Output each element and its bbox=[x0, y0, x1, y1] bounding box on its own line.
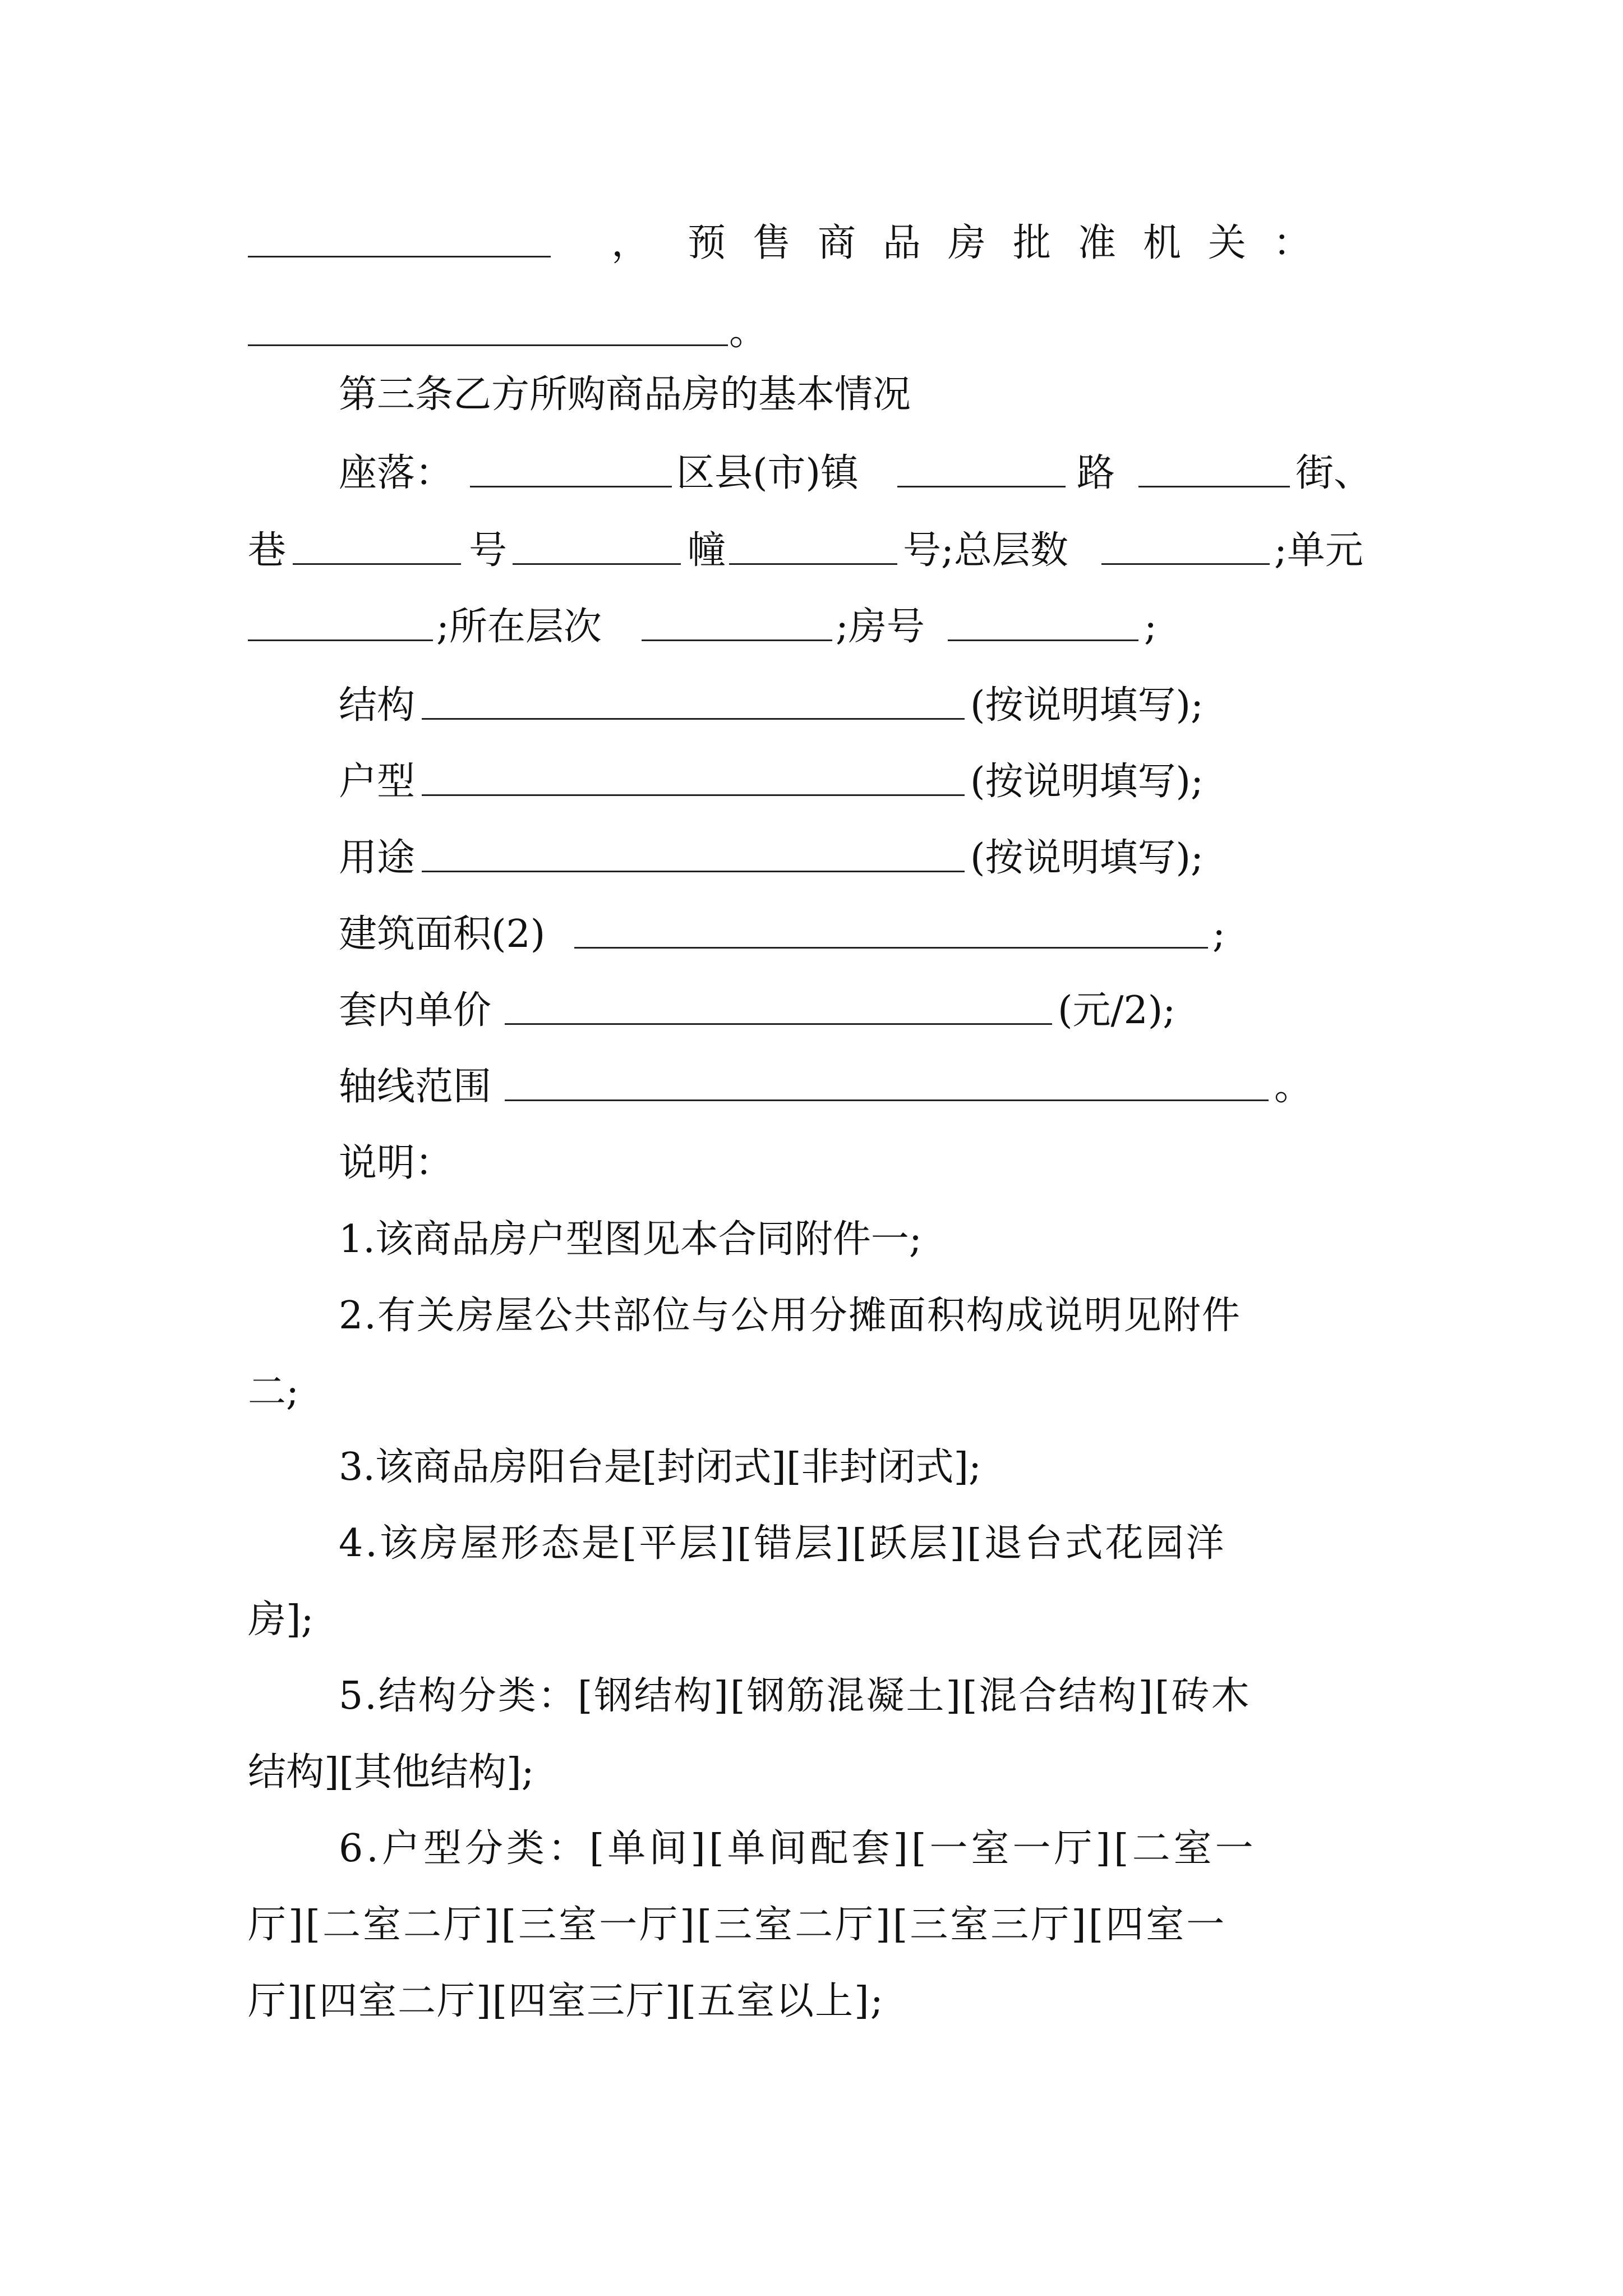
price-line bbox=[0, 973, 1623, 1049]
street-label: 街、 bbox=[1295, 451, 1372, 495]
axis-blank[interactable] bbox=[505, 1049, 1269, 1101]
location-end: ; bbox=[1144, 605, 1157, 649]
number-label: 号 bbox=[469, 528, 508, 573]
note-3: 3.该商品房阳台是[封闭式][非封闭式]; bbox=[339, 1445, 981, 1489]
price-unit: (元/2); bbox=[1058, 988, 1176, 1033]
article-heading: 第三条乙方所购商品房的基本情况 bbox=[339, 372, 911, 417]
note-6-line-c bbox=[0, 1963, 1623, 2040]
note-6a: 6.户型分类：[单间][单间配套][一室一厅][二室一 bbox=[339, 1826, 1257, 1871]
road-label: 路 bbox=[1077, 451, 1115, 495]
note-4-line-a bbox=[0, 1506, 1623, 1582]
layout-note: (按说明填写); bbox=[970, 760, 1204, 804]
lane-label: 巷 bbox=[248, 528, 287, 573]
note-6b: 厅][二室二厅][三室一厅][三室二厅][三室三厅][四室一 bbox=[248, 1903, 1227, 1947]
area-blank[interactable] bbox=[574, 896, 1208, 949]
note-5-line-b bbox=[0, 1734, 1623, 1811]
location-line-2 bbox=[0, 513, 1623, 589]
floor-level-label: ;所在层次 bbox=[436, 605, 602, 649]
district-label: 区县(市)镇 bbox=[676, 451, 859, 495]
floor-level-blank[interactable] bbox=[642, 589, 832, 641]
structure-blank[interactable] bbox=[422, 668, 965, 720]
note-5-line-a bbox=[0, 1658, 1623, 1734]
unit-label: ;单元 bbox=[1274, 528, 1363, 573]
note-1-line bbox=[0, 1202, 1623, 1278]
note-6c: 厅][四室二厅][四室三厅][五室以上]; bbox=[248, 1979, 884, 2023]
note-2-line-a bbox=[0, 1278, 1623, 1354]
usage-note: (按说明填写); bbox=[970, 836, 1204, 880]
usage-blank[interactable] bbox=[422, 820, 965, 872]
note-1: 1.该商品房户型图见本合同附件一; bbox=[339, 1217, 922, 1262]
note-6-line-a bbox=[0, 1811, 1623, 1887]
approval-period: 。 bbox=[729, 310, 768, 354]
unit-blank[interactable] bbox=[248, 589, 433, 641]
structure-label: 结构 bbox=[339, 683, 416, 728]
district-blank[interactable] bbox=[470, 435, 672, 487]
building-blank[interactable] bbox=[729, 513, 897, 565]
area-label: 建筑面积(2) bbox=[339, 912, 546, 956]
note-6-line-b bbox=[0, 1887, 1623, 1963]
note-2b: 二; bbox=[248, 1370, 299, 1414]
note-2-line-b bbox=[0, 1354, 1623, 1430]
room-number-blank[interactable] bbox=[948, 589, 1138, 641]
note-5a: 5.结构分类：[钢结构][钢筋混凝土][混合结构][砖木 bbox=[339, 1674, 1251, 1718]
approval-line bbox=[0, 205, 1623, 282]
structure-note: (按说明填写); bbox=[970, 683, 1204, 728]
layout-blank[interactable] bbox=[422, 744, 965, 796]
room-number-label: ;房号 bbox=[836, 605, 925, 649]
road-blank[interactable] bbox=[897, 435, 1066, 487]
notes-title: 说明： bbox=[339, 1141, 454, 1185]
axis-end: 。 bbox=[1274, 1065, 1313, 1109]
area-end: ; bbox=[1212, 912, 1225, 956]
note-4a: 4.该房屋形态是[平层][错层][跃层][退台式花园洋 bbox=[339, 1521, 1227, 1566]
axis-line bbox=[0, 1049, 1623, 1125]
floors-total-label: 号;总层数 bbox=[903, 528, 1068, 573]
approval-comma: ， bbox=[611, 221, 650, 265]
approval-authority-blank[interactable] bbox=[248, 294, 728, 346]
location-line-3 bbox=[0, 589, 1623, 665]
layout-line bbox=[0, 744, 1623, 820]
usage-label: 用途 bbox=[339, 836, 416, 880]
location-label: 座落： bbox=[339, 451, 454, 495]
approval-authority-label: 预售商品房批准机关： bbox=[688, 221, 1339, 265]
notes-title-line bbox=[0, 1125, 1623, 1202]
axis-label: 轴线范围 bbox=[339, 1065, 492, 1109]
note-3-line bbox=[0, 1429, 1623, 1506]
structure-line bbox=[0, 668, 1623, 744]
street-blank[interactable] bbox=[1138, 435, 1290, 487]
article-heading-line bbox=[0, 357, 1623, 433]
approval-number-blank[interactable] bbox=[248, 205, 551, 257]
usage-line bbox=[0, 820, 1623, 896]
floors-total-blank[interactable] bbox=[1101, 513, 1270, 565]
price-label: 套内单价 bbox=[339, 988, 492, 1033]
building-label: 幢 bbox=[688, 528, 726, 573]
note-4b: 房]; bbox=[248, 1598, 314, 1642]
price-blank[interactable] bbox=[505, 973, 1052, 1025]
number-blank[interactable] bbox=[513, 513, 681, 565]
area-line bbox=[0, 896, 1623, 973]
lane-blank[interactable] bbox=[293, 513, 461, 565]
layout-label: 户型 bbox=[339, 760, 416, 804]
location-line-1 bbox=[0, 435, 1623, 512]
note-5b: 结构][其他结构]; bbox=[248, 1750, 534, 1795]
note-2a: 2.有关房屋公共部位与公用分摊面积构成说明见附件 bbox=[339, 1294, 1241, 1338]
note-4-line-b bbox=[0, 1582, 1623, 1658]
